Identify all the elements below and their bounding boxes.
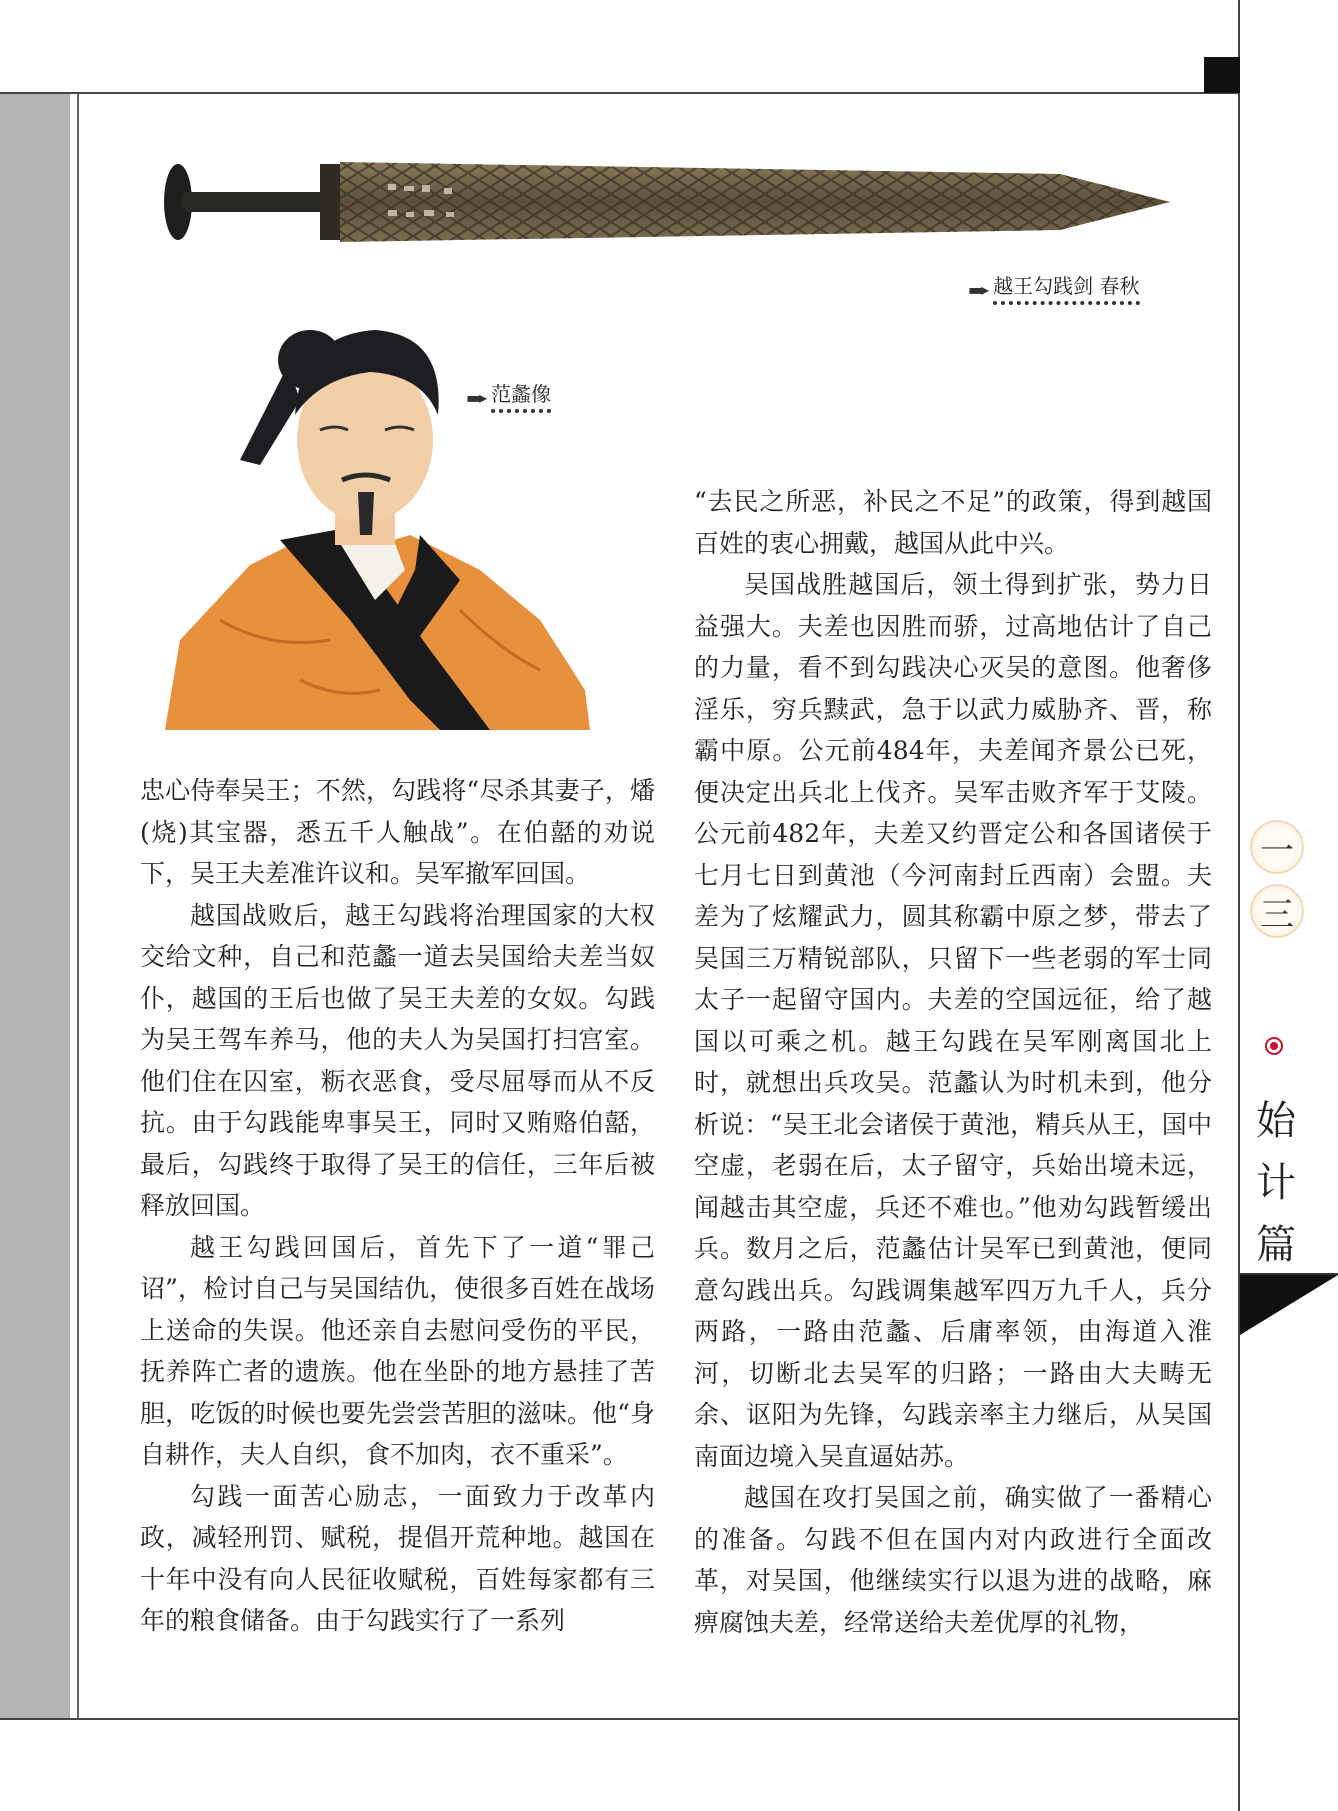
corner-block [1204,57,1240,93]
portrait-caption [466,382,551,413]
bottom-rule [0,1718,1240,1720]
paragraph: 越王勾践回国后，首先下了一道“罪己诏”，检讨自己与吴国结仇，使很多百姓在战场上送命的失误。他还亲自去慰问受伤的平民，抚养阵亡者的遗族。他在坐卧的地方悬挂了苦胆，吃饭的时候也要先尝尝苦胆的滋味。他“身自耕作，夫人自织，食不加肉，衣不重采”。 [140,1232,655,1469]
target-icon [1264,1036,1284,1056]
margin-band [0,94,70,1718]
left-text-column [140,770,655,1642]
bronze-sword-image [160,152,1170,252]
caption-marker-icon: ▬▸ [968,280,988,299]
paragraph: 勾践一面苦心励志，一面致力于改革内政，减轻刑罚、赋税，提倡开荒种地。越国在十年中没有向人民征收赋税，百姓每家都有三年的粮食储备。由于勾践实行了一系列 [140,1481,655,1635]
section-title-char: 篇 [1256,1222,1296,1268]
page-number-digit-2: 三 [1250,884,1304,938]
top-rule [0,92,1240,94]
paragraph: “去民之所恶，补民之不足”的政策，得到越国百姓的衷心拥戴，越国从此中兴。 [694,487,1212,558]
section-title-char: 始 [1256,1098,1296,1144]
right-rule [1238,0,1240,1811]
paragraph: 忠心侍奉吴王；不然，勾践将“尽杀其妻子，燔(烧)其宝器，悉五千人触战”。在伯嚭的劝说下，吴王夫差准许议和。吴军撤军回国。 [140,776,655,888]
caption-marker-icon: ▬▸ [466,388,486,407]
right-text-column [694,481,1212,1643]
sword-caption [968,274,1140,305]
inner-rule [77,94,79,1718]
page-number-digit-1: 一 [1250,820,1304,874]
section-title-char: 计 [1256,1160,1296,1206]
paragraph: 吴国战胜越国后，领土得到扩张，势力日益强大。夫差也因胜而骄，过高地估计了自己的力量，看不到勾践决心灭吴的意图。他奢侈淫乐，穷兵黩武，急于以武力威胁齐、晋，称霸中原。公元前484年，夫差闻齐景公已死，便决定出兵北上伐齐。吴军击败齐军于艾陵。公元前482年，夫差又约晋定公和各国诸侯于七月七日到黄池（今河南封丘西南）会盟。夫差为了炫耀武力，圆其称霸中原之梦，带去了吴国三万精锐部队，只留下一些老弱的军士同太子一起留守国内。夫差的空国远征，给了越国以可乘之机。越王勾践在吴军刚离国北上时，就想出兵攻吴。范蠡认为时机未到，他分析说：“吴王北会诸侯于黄池，精兵从王，国中空虚，老弱在后，太子留守，兵始出境未远，闻越击其空虚，兵还不难也。”他劝勾践暂缓出兵。数月之后，范蠡估计吴军已到黄池，便同意勾践出兵。勾践调集越军四万九千人，兵分两路，一路由范蠡、后庸率领，由海道入淮河，切断北去吴军的归路；一路由大夫畴无余、讴阳为先锋，勾践亲率主力继后，从吴国南面边境入吴直逼姑苏。 [694,570,1212,1471]
paragraph: 越国战败后，越王勾践将治理国家的大权交给文种，自己和范蠡一道去吴国给夫差当奴仆，越国的王后也做了吴王夫差的女奴。勾践为吴王驾车养马，他的夫人为吴国打扫宫室。他们住在囚室，粝衣恶食，受尽屈辱而从不反抗。由于勾践能卑事吴王，同时又贿赂伯嚭，最后，勾践终于取得了吴王的信任，三年后被释放回国。 [140,900,655,1220]
section-title [1248,1090,1304,1276]
sword-caption-text: 越王勾践剑 春秋 [993,274,1139,305]
portrait-caption-text: 范蠡像 [491,382,551,413]
tab-wedge [1240,1275,1338,1335]
paragraph: 越国在攻打吴国之前，确实做了一番精心的准备。勾践不但在国内对内政进行全面改革，对吴国，他继续实行以退为进的战略，麻痹腐蚀夫差，经常送给夫差优厚的礼物， [694,1483,1212,1637]
